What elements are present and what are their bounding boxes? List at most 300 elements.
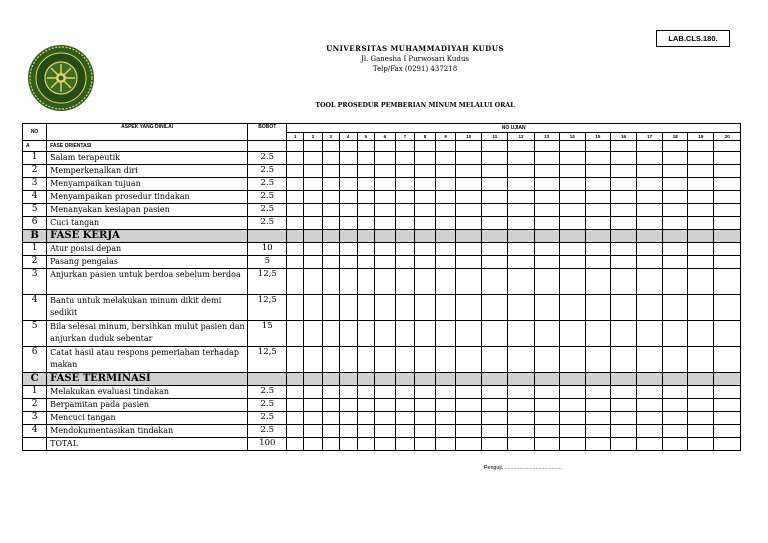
score-cell[interactable] — [585, 399, 610, 412]
score-cell[interactable] — [688, 269, 714, 295]
score-cell[interactable] — [287, 321, 304, 347]
score-cell[interactable] — [287, 425, 304, 438]
score-cell[interactable] — [436, 178, 456, 191]
score-cell[interactable] — [304, 321, 322, 347]
score-cell[interactable] — [688, 191, 714, 204]
score-cell[interactable] — [357, 178, 374, 191]
score-cell[interactable] — [637, 152, 663, 165]
score-cell[interactable] — [322, 295, 339, 321]
score-cell[interactable] — [395, 373, 414, 386]
score-cell[interactable] — [287, 204, 304, 217]
score-cell[interactable] — [663, 321, 688, 347]
score-cell[interactable] — [610, 347, 636, 373]
score-cell[interactable] — [339, 256, 357, 269]
score-cell[interactable] — [395, 321, 414, 347]
score-cell[interactable] — [559, 399, 585, 412]
score-cell[interactable] — [663, 230, 688, 243]
score-cell[interactable] — [415, 412, 436, 425]
score-cell[interactable] — [482, 178, 508, 191]
score-cell[interactable] — [456, 256, 482, 269]
score-cell[interactable] — [322, 438, 339, 451]
score-cell[interactable] — [287, 230, 304, 243]
score-cell[interactable] — [610, 412, 636, 425]
score-cell[interactable] — [456, 230, 482, 243]
score-cell[interactable] — [534, 386, 559, 399]
score-cell[interactable] — [663, 191, 688, 204]
score-cell[interactable] — [304, 243, 322, 256]
score-cell[interactable] — [610, 256, 636, 269]
score-cell[interactable] — [357, 321, 374, 347]
score-cell[interactable] — [436, 165, 456, 178]
score-cell[interactable] — [415, 386, 436, 399]
score-cell[interactable] — [322, 425, 339, 438]
score-cell[interactable] — [585, 165, 610, 178]
score-cell[interactable] — [585, 438, 610, 451]
score-cell[interactable] — [482, 373, 508, 386]
score-cell[interactable] — [534, 373, 559, 386]
score-cell[interactable] — [415, 204, 436, 217]
score-cell[interactable] — [559, 152, 585, 165]
score-cell[interactable] — [456, 217, 482, 230]
score-cell[interactable] — [415, 399, 436, 412]
score-cell[interactable] — [322, 347, 339, 373]
score-cell[interactable] — [415, 152, 436, 165]
score-cell[interactable] — [637, 295, 663, 321]
score-cell[interactable] — [714, 217, 741, 230]
score-cell[interactable] — [357, 438, 374, 451]
score-cell[interactable] — [287, 165, 304, 178]
score-cell[interactable] — [287, 412, 304, 425]
score-cell[interactable] — [322, 243, 339, 256]
score-cell[interactable] — [637, 321, 663, 347]
score-cell[interactable] — [374, 141, 395, 152]
score-cell[interactable] — [374, 438, 395, 451]
score-cell[interactable] — [714, 256, 741, 269]
score-cell[interactable] — [395, 347, 414, 373]
score-cell[interactable] — [637, 412, 663, 425]
score-cell[interactable] — [395, 141, 414, 152]
score-cell[interactable] — [714, 191, 741, 204]
score-cell[interactable] — [482, 347, 508, 373]
score-cell[interactable] — [322, 141, 339, 152]
score-cell[interactable] — [304, 425, 322, 438]
score-cell[interactable] — [508, 373, 534, 386]
score-cell[interactable] — [663, 217, 688, 230]
score-cell[interactable] — [534, 412, 559, 425]
score-cell[interactable] — [663, 269, 688, 295]
score-cell[interactable] — [663, 243, 688, 256]
score-cell[interactable] — [508, 386, 534, 399]
score-cell[interactable] — [714, 230, 741, 243]
score-cell[interactable] — [374, 386, 395, 399]
score-cell[interactable] — [436, 152, 456, 165]
score-cell[interactable] — [357, 295, 374, 321]
score-cell[interactable] — [508, 295, 534, 321]
score-cell[interactable] — [688, 347, 714, 373]
score-cell[interactable] — [456, 243, 482, 256]
score-cell[interactable] — [304, 204, 322, 217]
score-cell[interactable] — [559, 243, 585, 256]
score-cell[interactable] — [714, 425, 741, 438]
score-cell[interactable] — [508, 256, 534, 269]
score-cell[interactable] — [395, 412, 414, 425]
score-cell[interactable] — [415, 178, 436, 191]
score-cell[interactable] — [415, 217, 436, 230]
score-cell[interactable] — [559, 217, 585, 230]
score-cell[interactable] — [436, 217, 456, 230]
score-cell[interactable] — [456, 269, 482, 295]
score-cell[interactable] — [456, 178, 482, 191]
score-cell[interactable] — [610, 178, 636, 191]
score-cell[interactable] — [357, 152, 374, 165]
score-cell[interactable] — [456, 386, 482, 399]
score-cell[interactable] — [415, 425, 436, 438]
score-cell[interactable] — [395, 230, 414, 243]
score-cell[interactable] — [534, 230, 559, 243]
score-cell[interactable] — [436, 230, 456, 243]
score-cell[interactable] — [508, 141, 534, 152]
score-cell[interactable] — [395, 386, 414, 399]
score-cell[interactable] — [714, 412, 741, 425]
score-cell[interactable] — [287, 386, 304, 399]
score-cell[interactable] — [339, 373, 357, 386]
score-cell[interactable] — [322, 217, 339, 230]
score-cell[interactable] — [688, 399, 714, 412]
score-cell[interactable] — [456, 438, 482, 451]
score-cell[interactable] — [534, 269, 559, 295]
score-cell[interactable] — [610, 165, 636, 178]
score-cell[interactable] — [482, 165, 508, 178]
score-cell[interactable] — [374, 321, 395, 347]
score-cell[interactable] — [482, 230, 508, 243]
score-cell[interactable] — [456, 425, 482, 438]
score-cell[interactable] — [357, 165, 374, 178]
score-cell[interactable] — [508, 191, 534, 204]
score-cell[interactable] — [415, 256, 436, 269]
score-cell[interactable] — [482, 438, 508, 451]
score-cell[interactable] — [585, 425, 610, 438]
score-cell[interactable] — [357, 425, 374, 438]
score-cell[interactable] — [610, 438, 636, 451]
score-cell[interactable] — [395, 256, 414, 269]
score-cell[interactable] — [322, 256, 339, 269]
score-cell[interactable] — [415, 165, 436, 178]
score-cell[interactable] — [688, 152, 714, 165]
score-cell[interactable] — [456, 295, 482, 321]
score-cell[interactable] — [436, 399, 456, 412]
score-cell[interactable] — [436, 373, 456, 386]
score-cell[interactable] — [559, 256, 585, 269]
score-cell[interactable] — [637, 347, 663, 373]
score-cell[interactable] — [637, 204, 663, 217]
score-cell[interactable] — [637, 269, 663, 295]
score-cell[interactable] — [287, 178, 304, 191]
score-cell[interactable] — [339, 204, 357, 217]
score-cell[interactable] — [534, 438, 559, 451]
score-cell[interactable] — [287, 243, 304, 256]
score-cell[interactable] — [482, 321, 508, 347]
score-cell[interactable] — [688, 230, 714, 243]
score-cell[interactable] — [436, 295, 456, 321]
score-cell[interactable] — [357, 399, 374, 412]
score-cell[interactable] — [287, 269, 304, 295]
score-cell[interactable] — [534, 178, 559, 191]
score-cell[interactable] — [304, 412, 322, 425]
score-cell[interactable] — [559, 295, 585, 321]
score-cell[interactable] — [663, 386, 688, 399]
score-cell[interactable] — [559, 191, 585, 204]
score-cell[interactable] — [534, 321, 559, 347]
score-cell[interactable] — [585, 230, 610, 243]
score-cell[interactable] — [456, 399, 482, 412]
score-cell[interactable] — [287, 152, 304, 165]
score-cell[interactable] — [688, 217, 714, 230]
score-cell[interactable] — [663, 399, 688, 412]
score-cell[interactable] — [436, 425, 456, 438]
score-cell[interactable] — [374, 256, 395, 269]
score-cell[interactable] — [508, 399, 534, 412]
score-cell[interactable] — [482, 256, 508, 269]
score-cell[interactable] — [637, 373, 663, 386]
score-cell[interactable] — [415, 321, 436, 347]
score-cell[interactable] — [395, 204, 414, 217]
score-cell[interactable] — [322, 165, 339, 178]
score-cell[interactable] — [339, 152, 357, 165]
score-cell[interactable] — [534, 295, 559, 321]
score-cell[interactable] — [287, 347, 304, 373]
score-cell[interactable] — [339, 321, 357, 347]
score-cell[interactable] — [508, 321, 534, 347]
score-cell[interactable] — [508, 438, 534, 451]
score-cell[interactable] — [374, 152, 395, 165]
score-cell[interactable] — [610, 269, 636, 295]
score-cell[interactable] — [559, 425, 585, 438]
score-cell[interactable] — [534, 204, 559, 217]
score-cell[interactable] — [714, 438, 741, 451]
score-cell[interactable] — [714, 165, 741, 178]
score-cell[interactable] — [688, 386, 714, 399]
score-cell[interactable] — [436, 386, 456, 399]
score-cell[interactable] — [688, 321, 714, 347]
score-cell[interactable] — [339, 141, 357, 152]
score-cell[interactable] — [374, 373, 395, 386]
score-cell[interactable] — [436, 243, 456, 256]
score-cell[interactable] — [304, 269, 322, 295]
score-cell[interactable] — [534, 243, 559, 256]
score-cell[interactable] — [357, 243, 374, 256]
score-cell[interactable] — [339, 243, 357, 256]
score-cell[interactable] — [714, 373, 741, 386]
score-cell[interactable] — [534, 191, 559, 204]
score-cell[interactable] — [374, 243, 395, 256]
score-cell[interactable] — [637, 217, 663, 230]
score-cell[interactable] — [508, 347, 534, 373]
score-cell[interactable] — [304, 399, 322, 412]
score-cell[interactable] — [304, 347, 322, 373]
score-cell[interactable] — [287, 399, 304, 412]
score-cell[interactable] — [508, 178, 534, 191]
score-cell[interactable] — [663, 165, 688, 178]
score-cell[interactable] — [339, 191, 357, 204]
score-cell[interactable] — [322, 373, 339, 386]
score-cell[interactable] — [637, 141, 663, 152]
score-cell[interactable] — [357, 191, 374, 204]
score-cell[interactable] — [585, 321, 610, 347]
score-cell[interactable] — [304, 295, 322, 321]
score-cell[interactable] — [508, 269, 534, 295]
score-cell[interactable] — [534, 165, 559, 178]
score-cell[interactable] — [559, 412, 585, 425]
score-cell[interactable] — [610, 399, 636, 412]
score-cell[interactable] — [559, 204, 585, 217]
score-cell[interactable] — [436, 321, 456, 347]
score-cell[interactable] — [374, 217, 395, 230]
score-cell[interactable] — [322, 152, 339, 165]
score-cell[interactable] — [395, 191, 414, 204]
score-cell[interactable] — [663, 178, 688, 191]
score-cell[interactable] — [339, 399, 357, 412]
score-cell[interactable] — [357, 256, 374, 269]
score-cell[interactable] — [415, 438, 436, 451]
score-cell[interactable] — [374, 295, 395, 321]
score-cell[interactable] — [559, 438, 585, 451]
score-cell[interactable] — [688, 256, 714, 269]
score-cell[interactable] — [585, 386, 610, 399]
score-cell[interactable] — [395, 178, 414, 191]
score-cell[interactable] — [610, 295, 636, 321]
score-cell[interactable] — [714, 243, 741, 256]
score-cell[interactable] — [322, 204, 339, 217]
score-cell[interactable] — [482, 204, 508, 217]
score-cell[interactable] — [482, 217, 508, 230]
score-cell[interactable] — [304, 217, 322, 230]
score-cell[interactable] — [374, 412, 395, 425]
score-cell[interactable] — [395, 243, 414, 256]
score-cell[interactable] — [374, 178, 395, 191]
score-cell[interactable] — [287, 141, 304, 152]
score-cell[interactable] — [610, 373, 636, 386]
score-cell[interactable] — [304, 386, 322, 399]
score-cell[interactable] — [456, 204, 482, 217]
score-cell[interactable] — [456, 347, 482, 373]
score-cell[interactable] — [287, 191, 304, 204]
score-cell[interactable] — [304, 373, 322, 386]
score-cell[interactable] — [374, 191, 395, 204]
score-cell[interactable] — [637, 191, 663, 204]
score-cell[interactable] — [395, 295, 414, 321]
score-cell[interactable] — [482, 191, 508, 204]
score-cell[interactable] — [357, 230, 374, 243]
score-cell[interactable] — [610, 152, 636, 165]
score-cell[interactable] — [456, 165, 482, 178]
score-cell[interactable] — [610, 243, 636, 256]
score-cell[interactable] — [415, 269, 436, 295]
score-cell[interactable] — [585, 243, 610, 256]
score-cell[interactable] — [395, 217, 414, 230]
score-cell[interactable] — [714, 399, 741, 412]
score-cell[interactable] — [534, 256, 559, 269]
score-cell[interactable] — [637, 243, 663, 256]
score-cell[interactable] — [688, 295, 714, 321]
score-cell[interactable] — [374, 399, 395, 412]
score-cell[interactable] — [714, 321, 741, 347]
score-cell[interactable] — [637, 438, 663, 451]
score-cell[interactable] — [415, 141, 436, 152]
score-cell[interactable] — [714, 386, 741, 399]
score-cell[interactable] — [637, 230, 663, 243]
score-cell[interactable] — [456, 191, 482, 204]
score-cell[interactable] — [534, 217, 559, 230]
score-cell[interactable] — [585, 141, 610, 152]
score-cell[interactable] — [287, 295, 304, 321]
score-cell[interactable] — [663, 204, 688, 217]
score-cell[interactable] — [287, 373, 304, 386]
score-cell[interactable] — [304, 165, 322, 178]
score-cell[interactable] — [688, 178, 714, 191]
score-cell[interactable] — [322, 178, 339, 191]
score-cell[interactable] — [508, 230, 534, 243]
score-cell[interactable] — [534, 399, 559, 412]
score-cell[interactable] — [415, 347, 436, 373]
score-cell[interactable] — [357, 204, 374, 217]
score-cell[interactable] — [585, 269, 610, 295]
score-cell[interactable] — [610, 141, 636, 152]
score-cell[interactable] — [559, 230, 585, 243]
score-cell[interactable] — [415, 243, 436, 256]
score-cell[interactable] — [456, 373, 482, 386]
score-cell[interactable] — [374, 347, 395, 373]
score-cell[interactable] — [508, 243, 534, 256]
score-cell[interactable] — [304, 152, 322, 165]
score-cell[interactable] — [610, 191, 636, 204]
score-cell[interactable] — [663, 152, 688, 165]
score-cell[interactable] — [322, 412, 339, 425]
score-cell[interactable] — [559, 373, 585, 386]
score-cell[interactable] — [304, 141, 322, 152]
score-cell[interactable] — [436, 412, 456, 425]
score-cell[interactable] — [559, 269, 585, 295]
score-cell[interactable] — [482, 141, 508, 152]
score-cell[interactable] — [339, 386, 357, 399]
score-cell[interactable] — [714, 152, 741, 165]
score-cell[interactable] — [287, 217, 304, 230]
score-cell[interactable] — [395, 425, 414, 438]
score-cell[interactable] — [610, 230, 636, 243]
score-cell[interactable] — [304, 438, 322, 451]
score-cell[interactable] — [482, 269, 508, 295]
score-cell[interactable] — [585, 204, 610, 217]
score-cell[interactable] — [559, 386, 585, 399]
score-cell[interactable] — [663, 141, 688, 152]
score-cell[interactable] — [534, 152, 559, 165]
score-cell[interactable] — [415, 373, 436, 386]
score-cell[interactable] — [436, 204, 456, 217]
score-cell[interactable] — [559, 321, 585, 347]
score-cell[interactable] — [339, 269, 357, 295]
score-cell[interactable] — [304, 178, 322, 191]
score-cell[interactable] — [482, 425, 508, 438]
score-cell[interactable] — [287, 256, 304, 269]
score-cell[interactable] — [663, 425, 688, 438]
score-cell[interactable] — [482, 399, 508, 412]
score-cell[interactable] — [339, 178, 357, 191]
score-cell[interactable] — [610, 204, 636, 217]
score-cell[interactable] — [322, 191, 339, 204]
score-cell[interactable] — [508, 425, 534, 438]
score-cell[interactable] — [436, 256, 456, 269]
score-cell[interactable] — [585, 412, 610, 425]
score-cell[interactable] — [374, 204, 395, 217]
